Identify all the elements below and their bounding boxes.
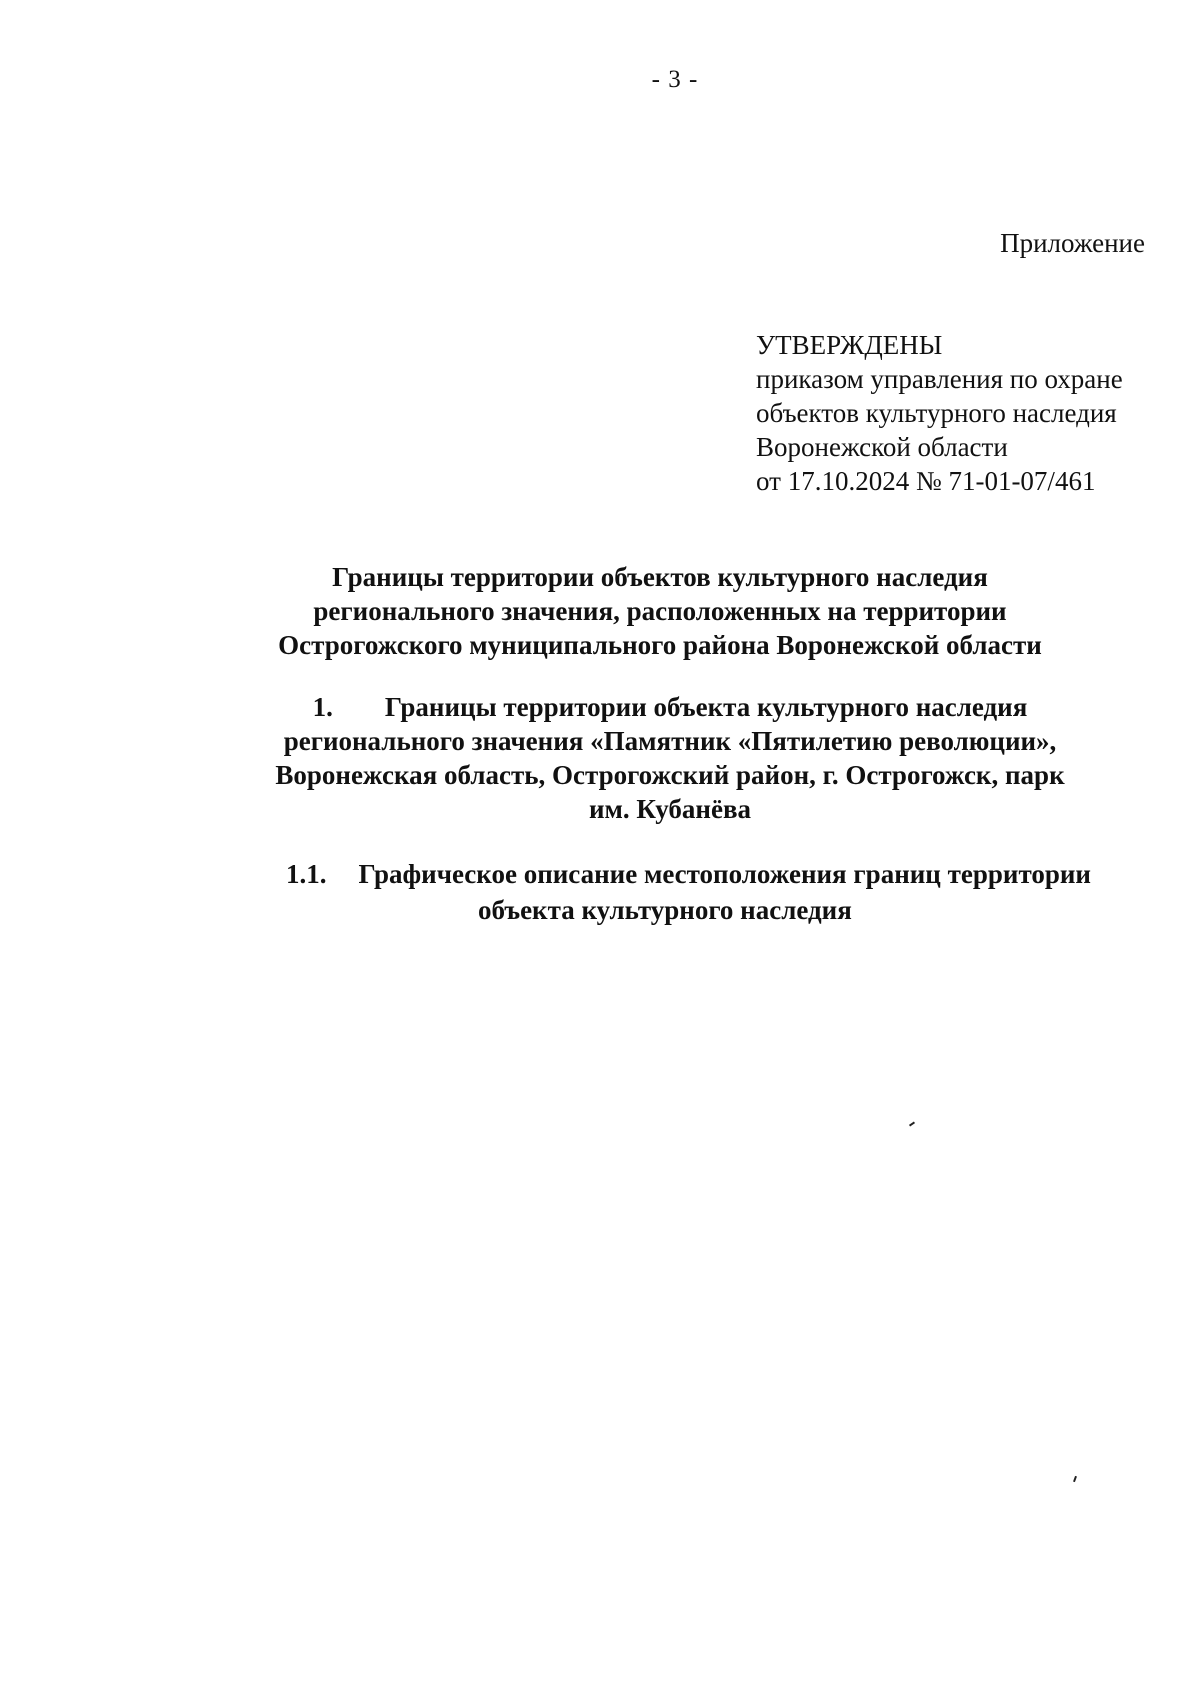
section-heading-line: Воронежская область, Острогожский район, г. Острогожск, парк (275, 760, 1065, 790)
approval-line: объектов культурного наследия (756, 398, 1117, 428)
appendix-label: Приложение (1000, 228, 1145, 258)
section-heading-line (140, 690, 1200, 724)
section-number: 1. (312, 692, 333, 722)
document-title (120, 560, 1200, 662)
subsection-heading-text: Графическое описание местоположения границ территории (358, 859, 1091, 889)
scan-speck (909, 1121, 915, 1126)
subsection-heading-line: объекта культурного наследия (478, 895, 852, 925)
approval-block (756, 328, 1123, 498)
subsection-heading-line (286, 856, 1091, 892)
approval-order-date-number: от 17.10.2024 № 71-01-07/461 (756, 466, 1096, 496)
section-1-heading (140, 690, 1200, 826)
section-heading-line: регионального значения «Памятник «Пятилетию революции», (283, 726, 1057, 756)
page-number: - 3 - (651, 66, 699, 93)
section-heading-line: им. Кубанёва (588, 794, 752, 824)
approval-heading: УТВЕРЖДЕНЫ (756, 330, 943, 360)
title-line: регионального значения, расположенных на территории (313, 596, 1007, 626)
approval-line: приказом управления по охране (756, 364, 1123, 394)
scan-speck (1073, 1476, 1077, 1482)
subsection-number: 1.1. (286, 859, 327, 889)
title-line: Острогожского муниципального района Воронежской области (278, 630, 1042, 660)
approval-line: Воронежской области (756, 432, 1008, 462)
section-heading-text: Границы территории объекта культурного наследия (384, 692, 1028, 722)
title-line: Границы территории объектов культурного наследия (332, 562, 988, 592)
